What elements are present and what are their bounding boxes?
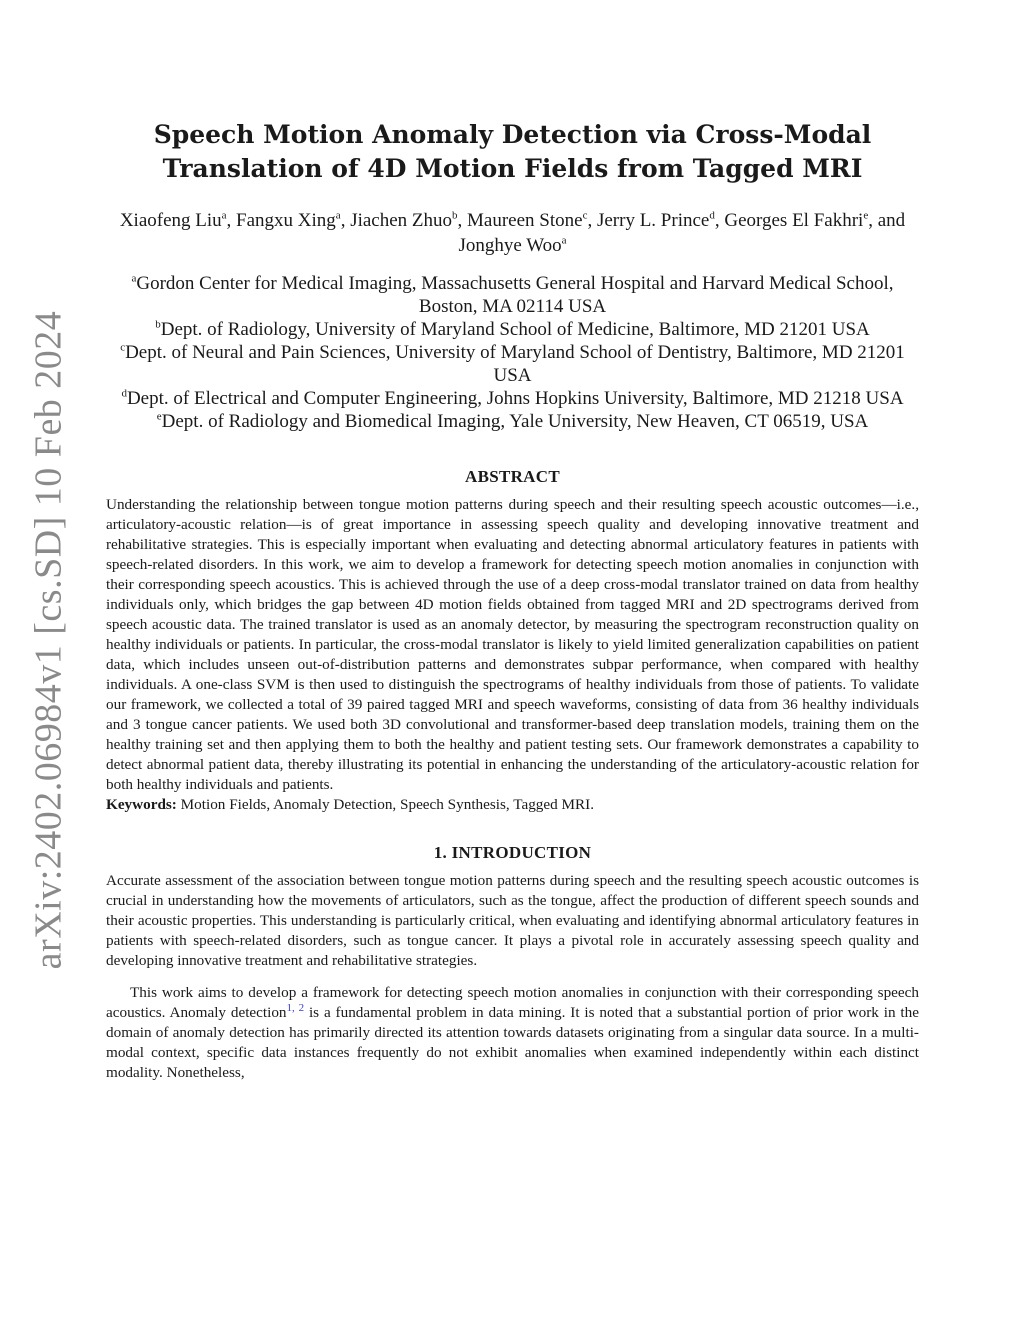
citation-link[interactable]: 1, 2 [286, 1001, 305, 1014]
intro-paragraph-1: Accurate assessment of the association between tongue motion patterns during speech and the resulting speech acoustic outcomes is crucial in understanding how the movements of articulators, such as the tongue, affect the production of different speech sounds and their acoustic properties. This understanding is particularly critical, when evaluating and identifying abnormal articulatory features in patients with speech-related disorders, such as tongue cancer. It plays a pivotal role in accurately assessing speech quality and developing innovative treatment and rehabilitative strategies. [106, 872, 919, 969]
affiliation: $^e$Dept. of Radiology and Biomedical Imaging, Yale University, New Heaven, CT 06519, USA [156, 410, 869, 432]
keywords [106, 795, 919, 815]
section-heading-introduction: 1. INTRODUCTION [433, 843, 592, 862]
arxiv-stamp [18, 310, 78, 970]
paper-page [106, 118, 919, 1083]
affiliation: $^c$Dept. of Neural and Pain Sciences, University of Maryland School of Dentistry, Baltimore, MD 21201 USA [120, 341, 905, 386]
affiliation: $^d$Dept. of Electrical and Computer Engineering, Johns Hopkins University, Baltimore, MD 21218 USA [121, 387, 904, 409]
abstract-heading: ABSTRACT [465, 467, 560, 486]
affiliation: $^a$Gordon Center for Medical Imaging, Massachusetts General Hospital and Harvard Medical School, Boston, MA 02114 USA [131, 272, 894, 317]
affiliation-list [106, 272, 919, 433]
abstract-text: Understanding the relationship between tongue motion patterns during speech and their resulting speech acoustic outcomes—i.e., articulatory-acoustic relation—is of great importance in assessing speech quality and developing innovative treatment and rehabilitative strategies. This is especially important when evaluating and detecting abnormal articulatory features in patients with speech-related disorders. In this work, we aim to develop a framework for detecting speech motion anomalies in conjunction with their corresponding speech acoustics. This is achieved through the use of a deep cross-modal translator trained on data from healthy individuals only, which bridges the gap between 4D motion fields obtained from tagged MRI and 2D spectrograms derived from speech acoustic data. The trained translator is used as an anomaly detector, by measuring the spectrogram reconstruction quality on healthy individuals or patients. In particular, the cross-modal translator is likely to yield limited generalization capabilities on patient data, which includes unseen out-of-distribution patterns and demonstrates subpar performance, when compared with healthy individuals. A one-class SVM is then used to distinguish the spectrograms of healthy individuals from those of patients. To validate our framework, we collected a total of 39 paired tagged MRI and speech waveforms, consisting of data from 36 healthy individuals and 3 tongue cancer patients. We used both 3D convolutional and transformer-based deep translation models, training them on the healthy training set and then applying them to both the healthy and patient testing sets. Our framework demonstrates a capability to detect abnormal patient data, thereby illustrating its potential in enhancing the understanding of the articulatory-acoustic relation for both healthy individuals and patients. [106, 496, 919, 793]
intro-paragraph-2: This work aims to develop a framework for detecting speech motion anomalies in conjunction with their corresponding speech acoustics. Anomaly detection$^{1, 2}$ is a fundamental problem in data mining. It is noted that a substantial portion of prior work in the domain of anomaly detection has primarily directed its attention towards datasets originating from a singular data source. In a multi-modal context, specific data instances frequently do not exhibit anomalies when examined independently within each distinct modality. Nonetheless, [106, 984, 919, 1081]
author: Georges El Fakhri [724, 210, 864, 231]
author: Xiaofeng Liu [119, 210, 222, 231]
arxiv-identifier: arXiv:2402.06984v1 [cs.SD] 10 Feb 2024 [27, 310, 69, 970]
affiliation: $^b$Dept. of Radiology, University of Maryland School of Medicine, Baltimore, MD 21201 USA [155, 318, 870, 340]
keywords-text: Motion Fields, Anomaly Detection, Speech Synthesis, Tagged MRI. [180, 796, 594, 813]
author-list: Xiaofeng Liu$^a$, Fangxu Xing$^a$, Jiachen Zhuo$^b$, Maureen Stone$^c$, Jerry L. Prince$^d$, Georges El Fakhri$^e$, and Jonghye Woo$^a$ [119, 209, 906, 256]
keywords-label: Keywords: [106, 796, 177, 813]
paper-title: Speech Motion Anomaly Detection via Cross-Modal Translation of 4D Motion Fields from Tagged MRI [153, 120, 872, 183]
author: and Jonghye Woo [458, 210, 906, 256]
author: Fangxu Xing [236, 210, 336, 231]
author: Jiachen Zhuo [350, 210, 453, 231]
author: Maureen Stone [467, 210, 583, 231]
author: Jerry L. Prince [596, 210, 710, 231]
